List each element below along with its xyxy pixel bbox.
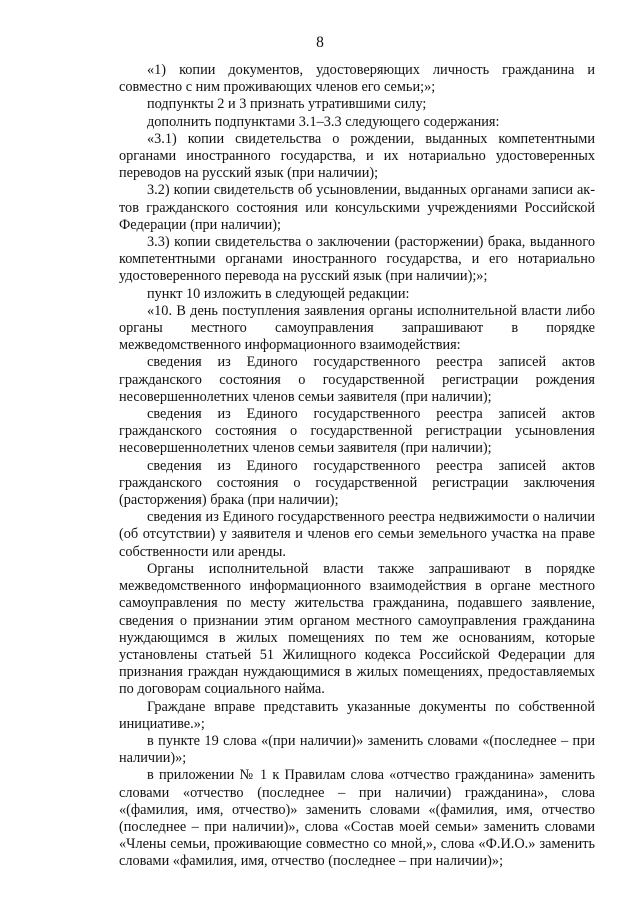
- paragraph: подпункты 2 и 3 признать утратившими силу;: [147, 96, 427, 113]
- paragraph: сведения из Единого государственного реестра записей актов гражданского состояния о государственной регистрации заключения (расторжения) брака (при наличии);: [119, 457, 595, 509]
- paragraph: «10. В день поступления заявления органы исполнительной власти либо органы местного самоуправления запрашивают в порядке межведомственного информационного взаимодействия:: [119, 302, 595, 354]
- paragraph: сведения из Единого государственного реестра записей актов гражданского состояния о государственной регистрации рождения несовершеннолетних членов семьи заявителя (при наличии);: [119, 354, 595, 405]
- paragraph: сведения из Единого государственного реестра записей актов гражданского состояния о государственной регистрации усыновления несовершеннолетних членов семьи заявителя (при наличии);: [119, 406, 595, 457]
- page-number: 8: [316, 34, 324, 51]
- paragraph: «3.1) копии свидетельства о рождении, выданных компетентными органами иностранного государства, и их нотариально удостоверенных переводов на русский язык (при наличии);: [119, 130, 595, 182]
- paragraph: в пункте 19 слова «(при наличии)» заменить словами «(последнее – при наличии)»;: [119, 732, 595, 767]
- paragraph: сведения из Единого государственного реестра недвижимости о наличии (об отсутствии) у заявителя и членов его семьи земельного участка на праве собственности или аренды.: [119, 509, 595, 560]
- document-body: [119, 62, 595, 871]
- paragraph: 3.3) копии свидетельства о заключении (расторжении) брака, выданного компетентными органами иностранного государства, и его нотариально удостоверенного перевода на русский язык (при наличии);»;: [119, 234, 595, 285]
- paragraph: дополнить подпунктами 3.1–3.3 следующего содержания:: [147, 113, 500, 130]
- paragraph: в приложении № 1 к Правилам слова «отчество гражданина» заменить словами «отчество (последнее – при наличии) гражданина», слова «(фамилия, имя, отчество)» заменить словами «(фамилия, имя, отчество (последнее – при наличии)», слова «Состав моей семьи» заменить словами «Члены семьи, проживающие совместно со мной,», слова «Ф.И.О.» заменить словами «фамилия, имя, отчество (последнее – при наличии)»;: [119, 767, 595, 870]
- paragraph: пункт 10 изложить в следующей редакции:: [147, 285, 410, 302]
- paragraph: Граждане вправе представить указанные документы по собственной инициативе.»;: [119, 698, 595, 732]
- paragraph: «1) копии документов, удостоверяющих личность гражданина и совместно с ним проживающих членов его семьи;»;: [119, 62, 595, 96]
- paragraph: Органы исполнительной власти также запрашивают в порядке межведомственного информационного взаимодействия в органе местного самоуправления по месту жительства гражданина, подавшего заявление, сведения о признании этим органом местного самоуправления гражданина нуждающимся в жилых помещениях по тем же основаниям, которые установлены статьей 51 Жилищного кодекса Российской Федерации для признания граждан нуждающимися в жилых помещениях, предоставляемых по договорам социального найма.: [119, 560, 595, 698]
- paragraph: 3.2) копии свидетельств об усыновлении, выданных органами записи актов гражданского состояния или консульскими учреждениями Российской Федерации (при наличии);: [119, 182, 595, 233]
